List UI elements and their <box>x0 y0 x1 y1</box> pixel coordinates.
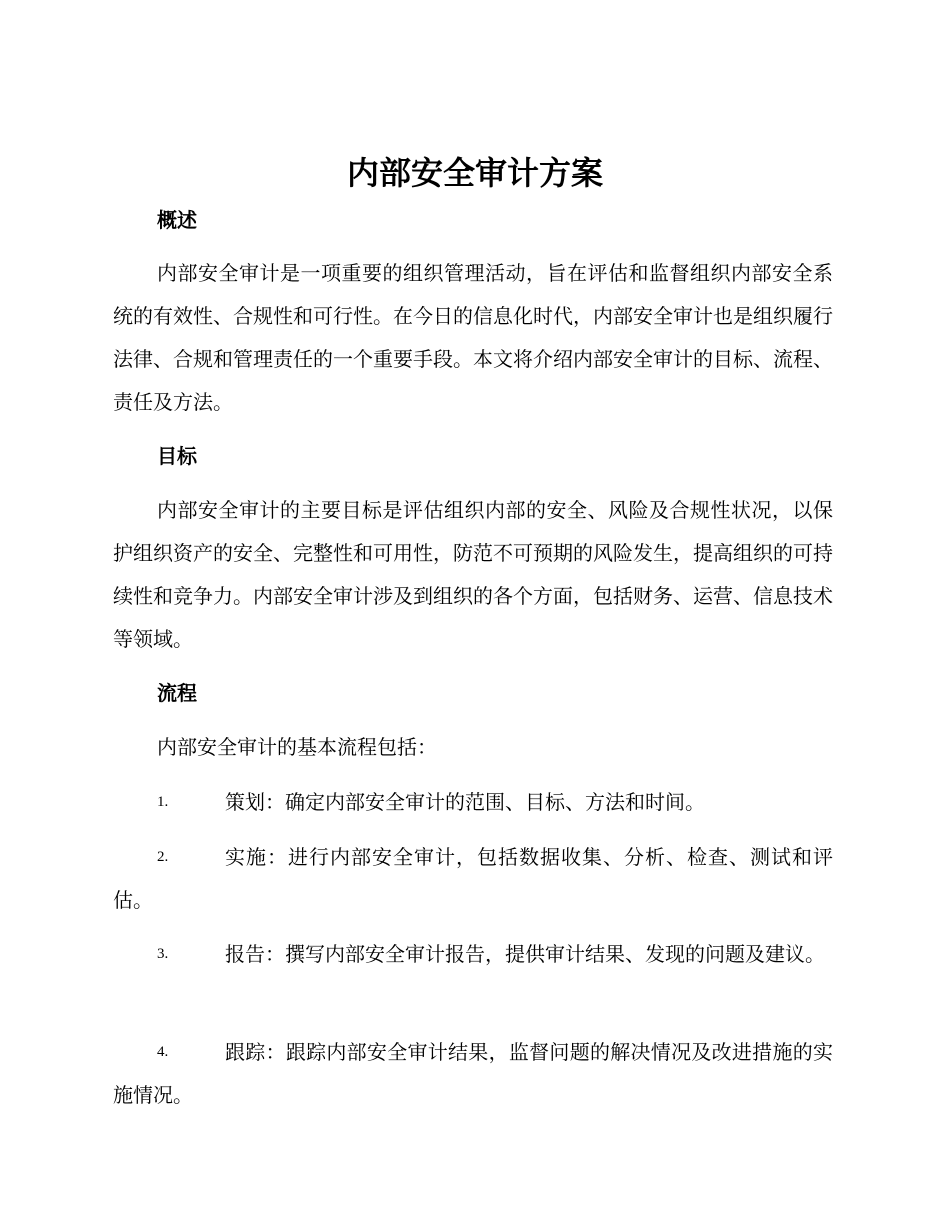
process-list-item <box>113 1031 833 1117</box>
section-heading-overview: 概述 <box>157 208 197 232</box>
section-paragraph-goals: 内部安全审计的主要目标是评估组织内部的安全、风险及合规性状况，以保护组织资产的安全、完整性和可用性，防范不可预期的风险发生，提高组织的可持续性和竞争力。内部安全审计涉及到组织的各个方面，包括财务、运营、信息技术等领域。 <box>113 498 833 651</box>
list-item-text: 策划：确定内部安全审计的范围、目标、方法和时间。 <box>225 790 705 814</box>
document-title: 内部安全审计方案 <box>346 154 603 192</box>
list-item-text: 实施：进行内部安全审计，包括数据收集、分析、检查、测试和评估。 <box>113 845 833 912</box>
list-item-number: 4. <box>157 1044 169 1060</box>
list-item-number: 1. <box>157 794 169 810</box>
process-list-item <box>113 933 833 976</box>
process-list-item <box>113 836 833 922</box>
list-item-number: 2. <box>157 849 169 865</box>
section-heading-process: 流程 <box>157 681 197 705</box>
process-intro: 内部安全审计的基本流程包括： <box>157 735 437 759</box>
section-paragraph-overview: 内部安全审计是一项重要的组织管理活动，旨在评估和监督组织内部安全系统的有效性、合规性和可行性。在今日的信息化时代，内部安全审计也是组织履行法律、合规和管理责任的一个重要手段。本文将介绍内部安全审计的目标、流程、责任及方法。 <box>113 261 833 414</box>
list-item-text: 报告：撰写内部安全审计报告，提供审计结果、发现的问题及建议。 <box>225 942 825 966</box>
list-item-number: 3. <box>157 946 169 962</box>
section-heading-goals: 目标 <box>157 444 197 468</box>
list-item-text: 跟踪：跟踪内部安全审计结果，监督问题的解决情况及改进措施的实施情况。 <box>113 1040 833 1107</box>
process-list-item <box>113 781 833 824</box>
